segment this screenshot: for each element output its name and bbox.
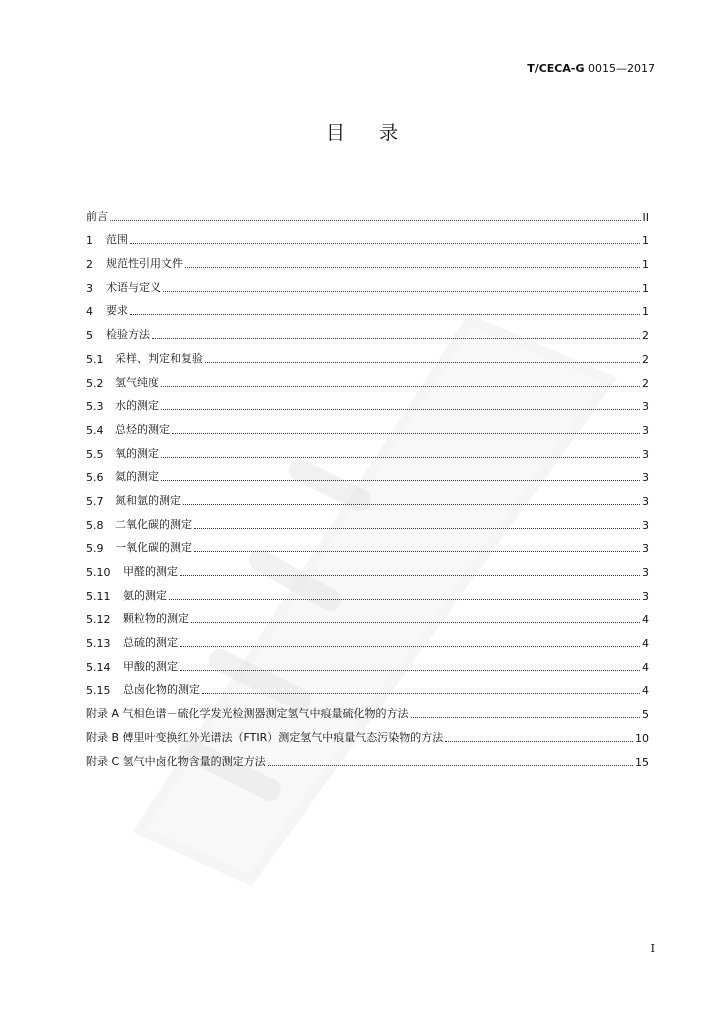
toc-entry-page: 15 [635,755,649,769]
toc-entry[interactable] [86,484,649,508]
toc-entry-label: 附录 C 氢气中卤化物含量的测定方法 [86,754,266,768]
toc-entry[interactable] [86,603,649,627]
toc-dot-leader [194,528,640,529]
toc-entry-label: 氢气纯度 [115,375,159,389]
toc-entry-number: 5.6 [86,471,104,485]
toc-entry-label: 总烃的测定 [115,422,170,436]
toc-entry-number: 5.4 [86,423,104,437]
toc-entry-number: 4 [86,305,93,319]
toc-entry-label: 检验方法 [106,328,150,342]
toc-entry-label: 一氧化碳的测定 [115,541,192,555]
toc-entry-page: 3 [642,589,649,603]
toc-entry-page: 1 [642,305,649,319]
toc-dot-leader [411,717,640,718]
toc-dot-leader [172,433,640,434]
toc-entry-label: 氮和氩的测定 [115,493,181,507]
toc-entry-appendix[interactable] [86,721,649,745]
toc-entry-label: 二氧化碳的测定 [115,517,192,531]
toc-entry[interactable] [86,532,649,556]
toc-entry-label: 规范性引用文件 [106,257,183,271]
toc-entry-page: 5 [642,708,649,722]
toc-dot-leader [185,267,640,268]
toc-entry[interactable] [86,295,649,319]
toc-dot-leader [161,457,640,458]
toc-entry-page: 1 [642,234,649,248]
toc-entry[interactable] [86,390,649,414]
toc-entry[interactable] [86,650,649,674]
toc-entry-label: 要求 [106,304,128,318]
toc-entry-label: 范围 [106,233,128,247]
toc-entry[interactable] [86,342,649,366]
toc-entry-page: 3 [642,400,649,414]
toc-dot-leader [152,338,640,339]
toc-dot-leader [130,243,640,244]
toc-entry-label: 总硫的测定 [123,636,178,650]
toc-entry-number: 2 [86,258,93,272]
toc-entry-page: 4 [642,660,649,674]
toc-entry-page: 1 [642,281,649,295]
toc-entry[interactable] [86,626,649,650]
toc-entry[interactable] [86,579,649,603]
toc-dot-leader [445,741,633,742]
toc-dot-leader [169,599,640,600]
toc-entry-number: 5.8 [86,518,104,532]
toc-entry[interactable] [86,437,649,461]
toc-dot-leader [161,386,640,387]
toc-entry-appendix[interactable] [86,697,649,721]
toc-entry-label: 颗粒物的测定 [123,612,189,626]
toc-entry-number: 5.11 [86,589,111,603]
toc-dot-leader [161,480,640,481]
toc-entry-label: 前言 [86,209,108,223]
toc-entry-number: 5 [86,329,93,343]
toc-entry-label: 氦的测定 [115,470,159,484]
toc-entry[interactable] [86,224,649,248]
toc-entry-page: II [642,210,649,224]
toc-entry[interactable] [86,271,649,295]
toc-entry-page: 10 [635,731,649,745]
toc-entry-label: 氨的测定 [123,588,167,602]
toc-dot-leader [161,409,640,410]
toc-entry-number: 5.14 [86,660,111,674]
toc-entry-page: 2 [642,329,649,343]
table-of-contents [86,200,649,769]
toc-entry-page: 1 [642,258,649,272]
toc-entry-number: 5.13 [86,637,111,651]
toc-entry-number: 5.15 [86,684,111,698]
toc-dot-leader [268,765,633,766]
toc-entry-page: 3 [642,447,649,461]
toc-entry-number: 5.10 [86,566,111,579]
toc-entry-page: 3 [642,494,649,508]
toc-dot-leader [180,646,640,647]
toc-entry[interactable] [86,413,649,437]
toc-entry[interactable] [86,318,649,342]
toc-entry-number: 1 [86,234,93,248]
page-number: I [650,942,655,955]
toc-entry-number: 5.3 [86,400,104,414]
toc-entry-number: 3 [86,281,93,295]
toc-entry-page: 3 [642,566,649,579]
toc-dot-leader [194,551,640,552]
toc-entry-label: 附录 B 傅里叶变换红外光谱法（FTIR）测定氢气中痕量气态污染物的方法 [86,730,444,744]
toc-entry-appendix[interactable] [86,745,649,769]
standard-number: 0015—2017 [584,62,655,75]
toc-entry[interactable] [86,247,649,271]
toc-entry-label: 甲酸的测定 [123,659,178,673]
toc-entry-number: 5.1 [86,352,104,366]
toc-entry[interactable] [86,555,649,579]
toc-dot-leader [180,670,640,671]
toc-dot-leader [191,622,640,623]
document-code-header [527,62,655,75]
toc-entry-page: 3 [642,542,649,556]
toc-entry[interactable] [86,200,649,224]
toc-entry-label: 总卤化物的测定 [123,683,200,697]
toc-entry[interactable] [86,461,649,485]
toc-entry-label: 术语与定义 [106,280,161,294]
toc-entry-page: 4 [642,684,649,698]
toc-entry[interactable] [86,366,649,390]
toc-entry-label: 附录 A 气相色谱－硫化学发光检测器测定氢气中痕量硫化物的方法 [86,707,409,721]
toc-entry-label: 水的测定 [115,399,159,413]
toc-entry-number: 5.7 [86,494,104,508]
toc-entry-label: 采样、判定和复验 [115,351,203,365]
toc-entry-page: 2 [642,376,649,390]
toc-entry-page: 3 [642,471,649,485]
toc-dot-leader [205,362,640,363]
toc-dot-leader [163,291,640,292]
toc-entry-label: 氧的测定 [115,446,159,460]
toc-entry[interactable] [86,674,649,698]
toc-entry-number: 5.5 [86,447,104,461]
toc-entry-number: 5.9 [86,542,104,556]
toc-dot-leader [202,693,640,694]
toc-title: 目录 [325,122,432,144]
toc-entry-label: 甲醛的测定 [123,565,178,578]
toc-dot-leader [110,220,641,221]
toc-entry-number: 5.12 [86,613,111,627]
toc-entry-page: 4 [642,613,649,627]
toc-entry-page: 3 [642,518,649,532]
toc-dot-leader [183,504,640,505]
toc-entry[interactable] [86,508,649,532]
toc-entry-page: 2 [642,352,649,366]
standard-code: T/CECA-G [527,62,585,75]
toc-entry-number: 5.2 [86,376,104,390]
toc-dot-leader [180,575,640,576]
toc-dot-leader [130,314,640,315]
toc-entry-page: 4 [642,637,649,651]
toc-entry-page: 3 [642,423,649,437]
